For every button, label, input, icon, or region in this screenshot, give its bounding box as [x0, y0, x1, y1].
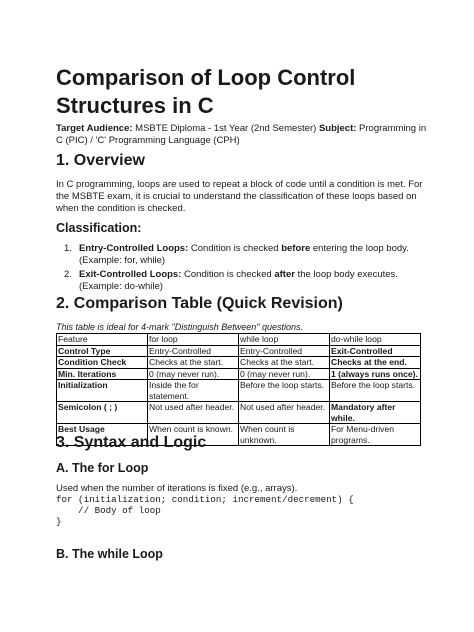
table-caption: This table is ideal for 4-mark "Distinguish Between" questions.: [56, 322, 304, 332]
table-cell: Condition Check: [57, 357, 148, 369]
comparison-table: [56, 333, 421, 446]
document-title: Comparison of Loop Control Structures in C: [56, 65, 356, 118]
table-cell: Control Type: [57, 345, 148, 357]
table-cell: When count is known.: [148, 424, 239, 446]
table-cell: For Menu-driven programs.: [330, 424, 421, 446]
table-cell: Semicolon ( ; ): [57, 402, 148, 424]
table-row: [57, 380, 421, 402]
table-cell: Mandatory after while.: [330, 402, 421, 424]
syntax-heading: 3. Syntax and Logic: [56, 434, 207, 451]
table-cell: Not used after header.: [239, 402, 330, 424]
table-cell: Best Usage: [57, 424, 148, 446]
classification-list: [56, 243, 428, 295]
table-header-cell: while loop: [239, 334, 330, 346]
list-item: 1. Entry-Controlled Loops: Condition is checked before entering the loop body. (Example: for, while): [64, 243, 409, 266]
table-cell: Entry-Controlled: [239, 345, 330, 357]
table-header-cell: for loop: [148, 334, 239, 346]
list-item-term: Exit-Controlled Loops:: [79, 269, 182, 280]
classification-heading: Classification:: [56, 221, 142, 235]
overview-heading: 1. Overview: [56, 152, 145, 169]
table-header-cell: Feature: [57, 334, 148, 346]
document-meta: [56, 123, 428, 147]
target-audience-label: Target Audience:: [56, 123, 133, 134]
for-loop-heading: A. The for Loop: [56, 461, 149, 475]
table-cell: Exit-Controlled: [330, 345, 421, 357]
table-header-cell: do-while loop: [330, 334, 421, 346]
table-cell: When count is unknown.: [239, 424, 330, 446]
table-cell: Initialization: [57, 380, 148, 402]
code-line: // Body of loop: [56, 505, 161, 517]
overview-paragraph: In C programming, loops are used to repeat a block of code until a condition is met. For the MSBTE exam, it is crucial to understand the classification of these loops based on when the condition is checked.: [56, 179, 423, 214]
table-header-row: [57, 334, 421, 346]
for-loop-description: Used when the number of iterations is fixed (e.g., arrays).: [56, 483, 298, 494]
list-item: 2. Exit-Controlled Loops: Condition is checked after the loop body executes. (Example: do-while): [64, 269, 398, 292]
list-item-term: Entry-Controlled Loops:: [79, 243, 189, 254]
while-loop-heading: B. The while Loop: [56, 547, 163, 561]
table-cell: Checks at the start.: [148, 357, 239, 369]
table-cell: 0 (may never run).: [148, 368, 239, 380]
table-cell: Before the loop starts.: [330, 380, 421, 402]
code-line: }: [56, 516, 62, 528]
table-row: [57, 402, 421, 424]
table-cell: Inside the for statement.: [148, 380, 239, 402]
table-cell: Min. Iterations: [57, 368, 148, 380]
target-audience-value: MSBTE Diploma - 1st Year (2nd Semester): [132, 123, 319, 134]
comparison-heading: 2. Comparison Table (Quick Revision): [56, 295, 343, 312]
table-row: [57, 357, 421, 369]
table-cell: Checks at the end.: [330, 357, 421, 369]
table-cell: Before the loop starts.: [239, 380, 330, 402]
table-cell: Not used after header.: [148, 402, 239, 424]
subject-value: Programming in C (PIC) / 'C' Programming Language (CPH): [56, 123, 427, 146]
table-cell: Checks at the start.: [239, 357, 330, 369]
table-row: [57, 368, 421, 380]
subject-label: Subject:: [318, 123, 357, 134]
for-loop-code-block: [56, 494, 436, 528]
table-cell: Entry-Controlled: [148, 345, 239, 357]
table-cell: 0 (may never run).: [239, 368, 330, 380]
code-line: for (initialization; condition; increment/decrement) {: [56, 494, 354, 505]
table-row: [57, 345, 421, 357]
table-cell: 1 (always runs once).: [330, 368, 421, 380]
